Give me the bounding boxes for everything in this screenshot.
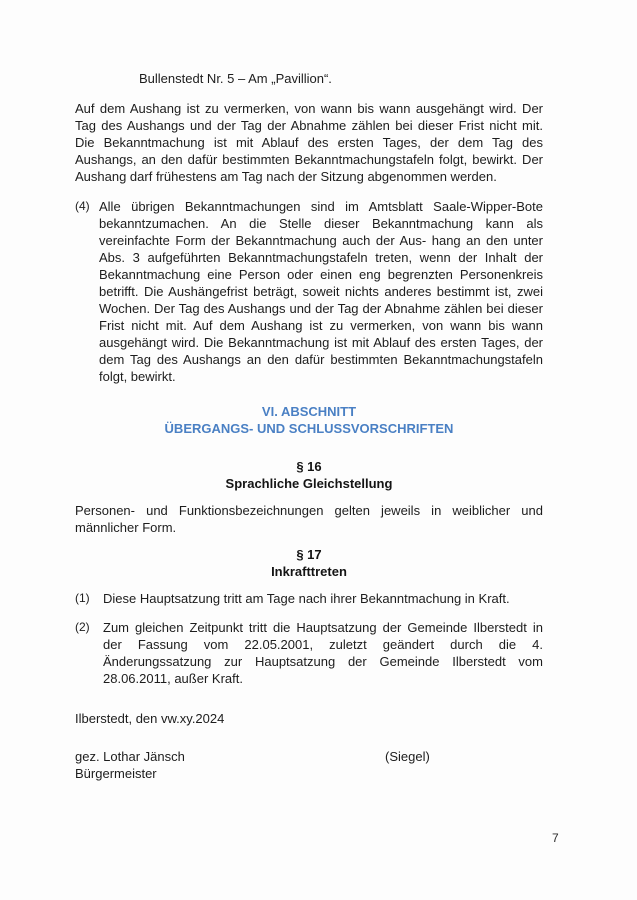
signature-name: gez. Lothar Jänsch <box>75 749 185 764</box>
paragraph-16-heading <box>75 458 543 492</box>
page-number: 7 <box>552 831 559 845</box>
item-4-text: Alle übrigen Bekanntmachungen sind im Amtsblatt Saale-Wipper-Bote bekanntzumachen. An die Stelle dieser Bekanntmachung kann als vereinfachte Form der Bekanntmachung auch der Aus- hang an den unter Abs. 3 aufgeführten Bekanntmachungstafeln treten, wenn der Inhalt der Bekanntmachung eine Person oder einen eng begrenzten Personenkreis betrifft. Die Aushängefrist beträgt, soweit nichts anderes bestimmt ist, zwei Wochen. Der Tag des Aushangs und der Tag der Abnahme zählen bei dieser Frist nicht mit. Auf dem Aushang ist zu vermerken, von wann bis wann ausgehängt wird. Die Bekanntmachung ist mit Ablauf des ersten Tages, der dem Tag des Aushangs an den dafür bestimmten Bekanntmachungstafeln folgt, bewirkt. <box>99 199 543 384</box>
intro-line: Bullenstedt Nr. 5 – Am „Pavillion“. <box>139 71 332 86</box>
section-heading <box>75 403 543 437</box>
signature-row <box>75 748 543 765</box>
paragraph-16-number: § 16 <box>296 459 322 474</box>
section-heading-line2: ÜBERGANGS- UND SCHLUSSVORSCHRIFTEN <box>164 421 454 436</box>
item-2-text: Zum gleichen Zeitpunkt tritt die Hauptsatzung der Gemeinde Ilberstedt in der Fassung vom 22.05.2001, zuletzt geändert durch die 4. Änderungssatzung zur Hauptsatzung der Gemeinde Ilberstedt vom 28.06.2011, außer Kraft. <box>103 620 543 686</box>
paragraph-17-title: Inkrafttreten <box>271 564 347 579</box>
item-1-text: Diese Hauptsatzung tritt am Tage nach ihrer Bekanntmachung in Kraft. <box>103 591 510 606</box>
numbered-item-2 <box>75 619 543 687</box>
paragraph-aushang: Auf dem Aushang ist zu vermerken, von wann bis wann ausgehängt wird. Der Tag des Aushangs und der Tag der Abnahme zählen bei dieser Frist nicht mit. Die Bekanntmachung ist mit Ablauf des ersten Tages, der dem Tag des Aushangs, an den dafür bestimmten Bekanntmachungstafeln folgt, bewirkt. Der Aushang darf frühestens am Tag nach der Sitzung abgenommen werden. <box>75 101 543 184</box>
item-1-label: (1) <box>75 591 90 605</box>
seal-note: (Siegel) <box>385 749 430 764</box>
numbered-item-4 <box>75 198 543 385</box>
paragraph-16-title: Sprachliche Gleichstellung <box>225 476 393 491</box>
numbered-item-1 <box>75 590 543 607</box>
place-date-line: Ilberstedt, den vw.xy.2024 <box>75 711 225 726</box>
item-4-label: (4) <box>75 199 90 213</box>
text-block <box>75 0 543 782</box>
signature-role: Bürgermeister <box>75 766 157 781</box>
paragraph-17-heading <box>75 546 543 580</box>
paragraph-17-number: § 17 <box>296 547 322 562</box>
paragraph-16-body: Personen- und Funktionsbezeichnungen gelten jeweils in weiblicher und männlicher Form. <box>75 503 543 535</box>
section-heading-line1: VI. ABSCHNITT <box>261 404 357 419</box>
item-2-label: (2) <box>75 620 90 634</box>
